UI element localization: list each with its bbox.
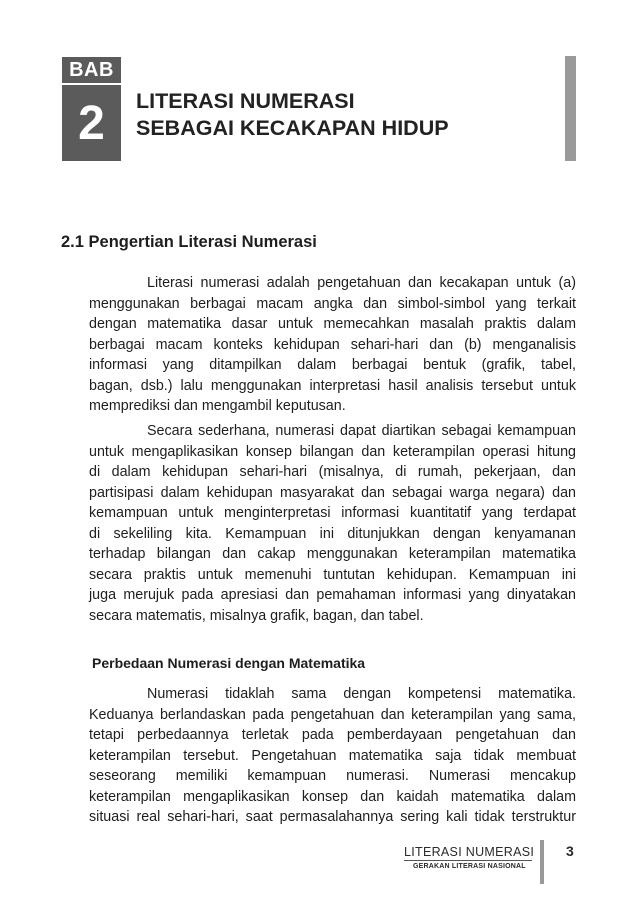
paragraph-line: secara matematis, misalnya grafik, bagan, dan tabel.	[89, 607, 424, 624]
section-heading: 2.1 Pengertian Literasi Numerasi	[61, 233, 317, 251]
chapter-title-line2: SEBAGAI KECAKAPAN HIDUP	[136, 116, 449, 140]
footer-title: LITERASI NUMERASI	[404, 845, 535, 859]
paragraph-difference	[89, 684, 576, 828]
chapter-title-line1: LITERASI NUMERASI	[136, 89, 355, 113]
paragraph-line: di dalam kehidupan sehari-hari (misalnya, di rumah, pekerjaan, dan	[89, 464, 576, 480]
footer-subtitle: GERAKAN LITERASI NASIONAL	[413, 863, 526, 870]
paragraph-line: Keduanya berlandaskan pada pengetahuan dan keterampilan yang sama,	[89, 706, 576, 723]
paragraph-line: situasi real sehari-hari, saat permasalahannya sering kali tidak terstruktur	[89, 809, 576, 825]
paragraph-line: Numerasi tidaklah sama dengan kompetensi matematika.	[147, 686, 576, 702]
paragraph-line: menggunakan berbagai macam angka dan simbol-simbol yang terkait	[89, 295, 576, 312]
paragraph-line: bagan, dsb.) lalu menggunakan interpretasi hasil analisis tersebut untuk	[89, 377, 576, 394]
chapter-label: BAB	[62, 57, 121, 83]
paragraph-line: keterampilan mengaplikasikan konsep dan kaidah matematika dalam	[89, 788, 576, 805]
paragraph-line: partisipasi dalam kehidupan masyarakat dan sebagai warga negara) dan	[89, 484, 576, 501]
paragraph-line: memprediksi dan mengambil keputusan.	[89, 398, 346, 414]
paragraph-line: terhadap bilangan dan cakap menggunakan keterampilan matematika	[89, 546, 576, 562]
paragraph-line: dengan matematika dasar untuk memecahkan masalah praktis dalam	[89, 316, 576, 332]
subsection-heading: Perbedaan Numerasi dengan Matematika	[92, 655, 366, 671]
page-number: 3	[566, 843, 574, 859]
paragraph-line: secara praktis untuk memenuhi tuntutan kehidupan. Kemampuan ini	[89, 566, 576, 583]
paragraph-line: Secara sederhana, numerasi dapat diartikan sebagai kemampuan	[147, 423, 576, 439]
paragraph-line: tetapi perbedaannya terletak pada pemberdayaan pengetahuan dan	[89, 727, 576, 743]
paragraph-line: berbagai macam konteks kehidupan sehari-hari dan (b) menganalisis	[89, 336, 576, 353]
paragraph-line: di sekeliling kita. Kemampuan ini ditunjukkan dengan kenyamanan	[89, 525, 576, 542]
paragraph-line: untuk mengaplikasikan konsep bilangan dan keterampilan operasi hitung	[89, 443, 576, 460]
paragraph-line: kemampuan untuk menginterpretasi informasi kuantitatif yang terdapat	[89, 505, 576, 521]
paragraph-line: Literasi numerasi adalah pengetahuan dan kecakapan untuk (a)	[147, 275, 576, 291]
paragraph-line: keterampilan tersebut. Pengetahuan matematika saja tidak membuat	[89, 747, 576, 764]
paragraph-line: seseorang memiliki kemampuan numerasi. Numerasi mencakup	[89, 768, 576, 784]
chapter-title	[136, 88, 536, 142]
paragraph-line: informasi yang ditampilkan dalam berbagai bentuk (grafik, tabel,	[89, 357, 576, 373]
paragraph-line: juga merujuk pada apresiasi dan pemahaman informasi yang dinyatakan	[89, 587, 576, 603]
chapter-number: 2	[62, 85, 121, 161]
paragraph-simple-definition	[89, 421, 576, 626]
decorative-side-bar	[565, 56, 576, 161]
footer-divider	[404, 860, 532, 861]
paragraph-definition	[89, 273, 576, 417]
footer-decorative-bar	[540, 840, 544, 884]
